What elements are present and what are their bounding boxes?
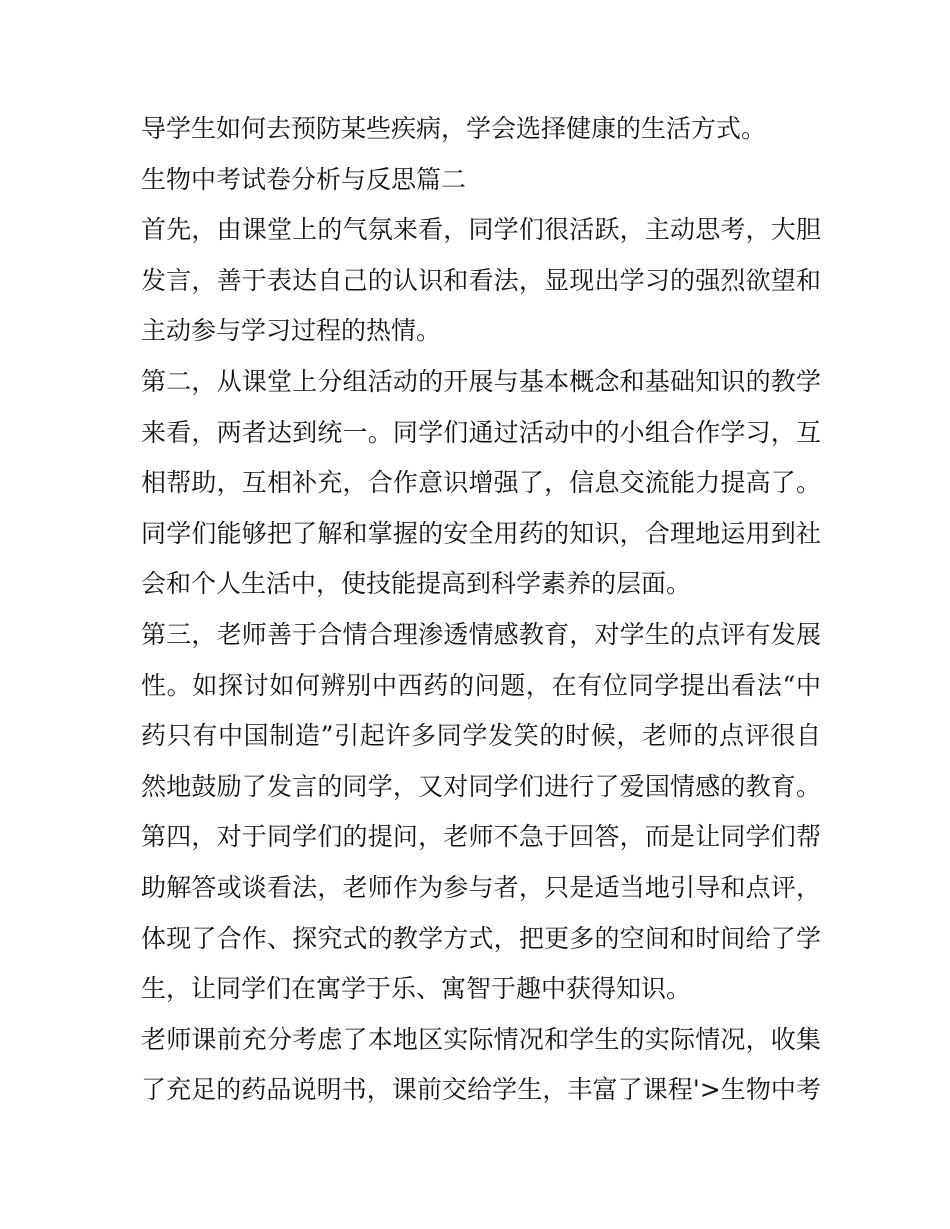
text-line: 生物中考试卷分析与反思篇二	[141, 164, 467, 194]
text-line: 会和个人生活中，使技能提高到科学素养的层面。	[141, 569, 692, 599]
text-line: 同学们能够把了解和掌握的安全用药的知识，合理地运用到社	[141, 518, 821, 548]
document-body	[141, 104, 821, 1116]
text-line: 药只有中国制造”引起许多同学发笑的时候，老师的点评很自	[141, 721, 821, 751]
text-line: 第三，老师善于合情合理渗透情感教育，对学生的点评有发展	[141, 619, 821, 649]
text-line: 第二，从课堂上分组活动的开展与基本概念和基础知识的教学	[141, 366, 821, 396]
text-line: 然地鼓励了发言的同学，又对同学们进行了爱国情感的教育。	[141, 771, 821, 801]
text-line: 体现了合作、探究式的教学方式，把更多的空间和时间给了学	[141, 923, 821, 953]
text-line: 发言，善于表达自己的认识和看法，显现出学习的强烈欲望和	[141, 265, 821, 295]
text-line: 生，让同学们在寓学于乐、寓智于趣中获得知识。	[141, 974, 692, 1004]
text-line: 第四，对于同学们的提问，老师不急于回答，而是让同学们帮	[141, 822, 821, 852]
text-line: 助解答或谈看法，老师作为参与者，只是适当地引导和点评，	[141, 872, 821, 902]
text-line: 老师课前充分考虑了本地区实际情况和学生的实际情况，收集	[141, 1024, 821, 1054]
text-line: 来看，两者达到统一。同学们通过活动中的小组合作学习，互	[141, 417, 821, 447]
text-line: 相帮助，互相补充，合作意识增强了，信息交流能力提高了。	[141, 468, 821, 498]
text-line: 性。如探讨如何辨别中西药的问题，在有位同学提出看法“中	[141, 670, 821, 700]
text-line: 了充足的药品说明书，课前交给学生，丰富了课程'>生物中考	[141, 1075, 821, 1105]
text-line: 导学生如何去预防某些疾病，学会选择健康的生活方式。	[141, 114, 767, 143]
text-line: 主动参与学习过程的热情。	[141, 316, 442, 346]
text-line: 首先，由课堂上的气氛来看，同学们很活跃，主动思考，大胆	[141, 215, 821, 245]
